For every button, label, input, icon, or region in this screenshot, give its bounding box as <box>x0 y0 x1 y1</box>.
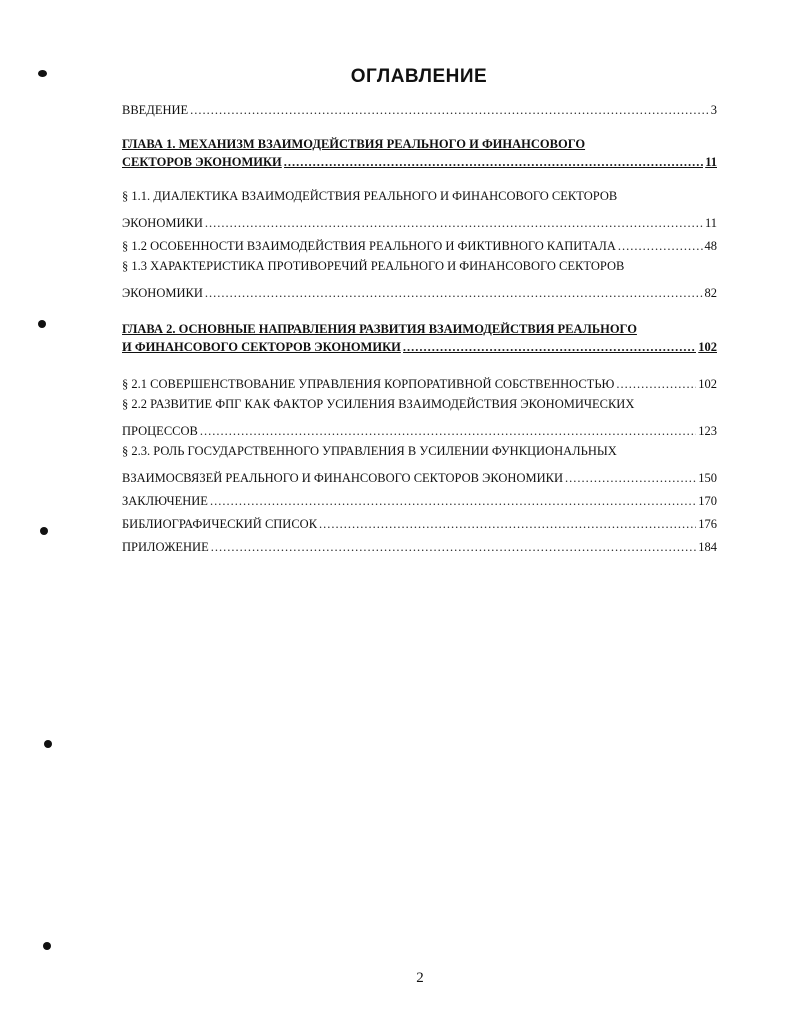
toc-entry-2-3[interactable] <box>122 439 717 486</box>
leader-dots <box>200 423 696 439</box>
toc-entry-1-2[interactable] <box>122 231 717 254</box>
toc-entry-text: § 2.2 РАЗВИТИЕ ФПГ КАК ФАКТОР УСИЛЕНИЯ ВЗАИМОДЕЙСТВИЯ ЭКОНОМИЧЕСКИХ <box>122 397 635 411</box>
toc-entry-page: 102 <box>698 340 717 354</box>
toc-entry-text: § 2.1 СОВЕРШЕНСТВОВАНИЕ УПРАВЛЕНИЯ КОРПОРАТИВНОЙ СОБСТВЕННОСТЬЮ <box>122 377 615 391</box>
toc-entry-text: ЭКОНОМИКИ <box>122 216 203 230</box>
toc-entry-page: 82 <box>704 286 717 300</box>
toc-entry-text: ПРОЦЕССОВ <box>122 424 198 438</box>
toc-chapter-1[interactable] <box>122 136 717 170</box>
toc-entry-text: СЕКТОРОВ ЭКОНОМИКИ <box>122 155 282 169</box>
leader-dots <box>616 376 696 392</box>
toc-entry-2-1[interactable] <box>122 369 717 392</box>
binding-hole-mark <box>43 942 51 950</box>
toc-entry-text: § 2.3. РОЛЬ ГОСУДАРСТВЕННОГО УПРАВЛЕНИЯ В УСИЛЕНИИ ФУНКЦИОНАЛЬНЫХ <box>122 444 617 458</box>
toc-entry-page: 102 <box>698 377 717 391</box>
toc-entry-bibliography[interactable] <box>122 509 717 532</box>
toc-entry-1-1[interactable] <box>122 184 717 231</box>
toc-entry-text: ГЛАВА 2. ОСНОВНЫЕ НАПРАВЛЕНИЯ РАЗВИТИЯ ВЗАИМОДЕЙСТВИЯ РЕАЛЬНОГО <box>122 322 637 336</box>
toc-entry-appendix[interactable] <box>122 532 717 555</box>
toc-entry-page: 11 <box>704 216 717 230</box>
toc-entry-page: 150 <box>698 471 717 485</box>
leader-dots <box>319 516 696 532</box>
page-title: ОГЛАВЛЕНИЕ <box>350 66 488 87</box>
leader-dots <box>205 215 703 231</box>
toc-entry-text: ЗАКЛЮЧЕНИЕ <box>122 494 208 508</box>
leader-dots <box>565 470 696 486</box>
toc-chapter-2[interactable] <box>122 321 717 355</box>
leader-dots <box>190 102 709 118</box>
toc-entry-page: 123 <box>698 424 717 438</box>
leader-dots <box>210 493 696 509</box>
toc-entry-page: 48 <box>704 239 717 253</box>
toc-entry-1-3[interactable] <box>122 254 717 301</box>
toc-entry-text: И ФИНАНСОВОГО СЕКТОРОВ ЭКОНОМИКИ <box>122 340 401 354</box>
leader-dots <box>284 154 703 170</box>
toc-entry-2-2[interactable] <box>122 392 717 439</box>
toc-entry-text: § 1.2 ОСОБЕННОСТИ ВЗАИМОДЕЙСТВИЯ РЕАЛЬНОГО И ФИКТИВНОГО КАПИТАЛА <box>122 239 616 253</box>
toc-entry-text: ВЗАИМОСВЯЗЕЙ РЕАЛЬНОГО И ФИНАНСОВОГО СЕКТОРОВ ЭКОНОМИКИ <box>122 471 563 485</box>
toc-entry-page: 170 <box>698 494 717 508</box>
page-number: 2 <box>416 970 424 986</box>
leader-dots <box>205 285 703 301</box>
binding-hole-mark <box>40 527 48 535</box>
toc-entry-text: § 1.3 ХАРАКТЕРИСТИКА ПРОТИВОРЕЧИЙ РЕАЛЬНОГО И ФИНАНСОВОГО СЕКТОРОВ <box>122 259 625 273</box>
toc-entry-page: 3 <box>710 103 717 117</box>
toc-entry-text: ГЛАВА 1. МЕХАНИЗМ ВЗАИМОДЕЙСТВИЯ РЕАЛЬНОГО И ФИНАНСОВОГО <box>122 137 586 151</box>
toc-entry-page: 11 <box>705 155 717 169</box>
table-of-contents <box>122 96 717 555</box>
toc-entry-text: § 1.1. ДИАЛЕКТИКА ВЗАИМОДЕЙСТВИЯ РЕАЛЬНОГО И ФИНАНСОВОГО СЕКТОРОВ <box>122 189 618 203</box>
binding-hole-mark <box>44 740 52 748</box>
toc-entry-intro[interactable] <box>122 96 717 118</box>
toc-entry-text: ЭКОНОМИКИ <box>122 286 203 300</box>
toc-entry-conclusion[interactable] <box>122 486 717 509</box>
toc-entry-text: ПРИЛОЖЕНИЕ <box>122 540 209 554</box>
leader-dots <box>211 539 697 555</box>
leader-dots <box>618 238 703 254</box>
toc-entry-page: 176 <box>698 517 717 531</box>
toc-entry-page: 184 <box>698 540 717 554</box>
binding-hole-mark <box>38 320 46 328</box>
leader-dots <box>403 339 696 355</box>
toc-entry-text: ВВЕДЕНИЕ <box>122 103 189 117</box>
toc-entry-text: БИБЛИОГРАФИЧЕСКИЙ СПИСОК <box>122 517 318 531</box>
